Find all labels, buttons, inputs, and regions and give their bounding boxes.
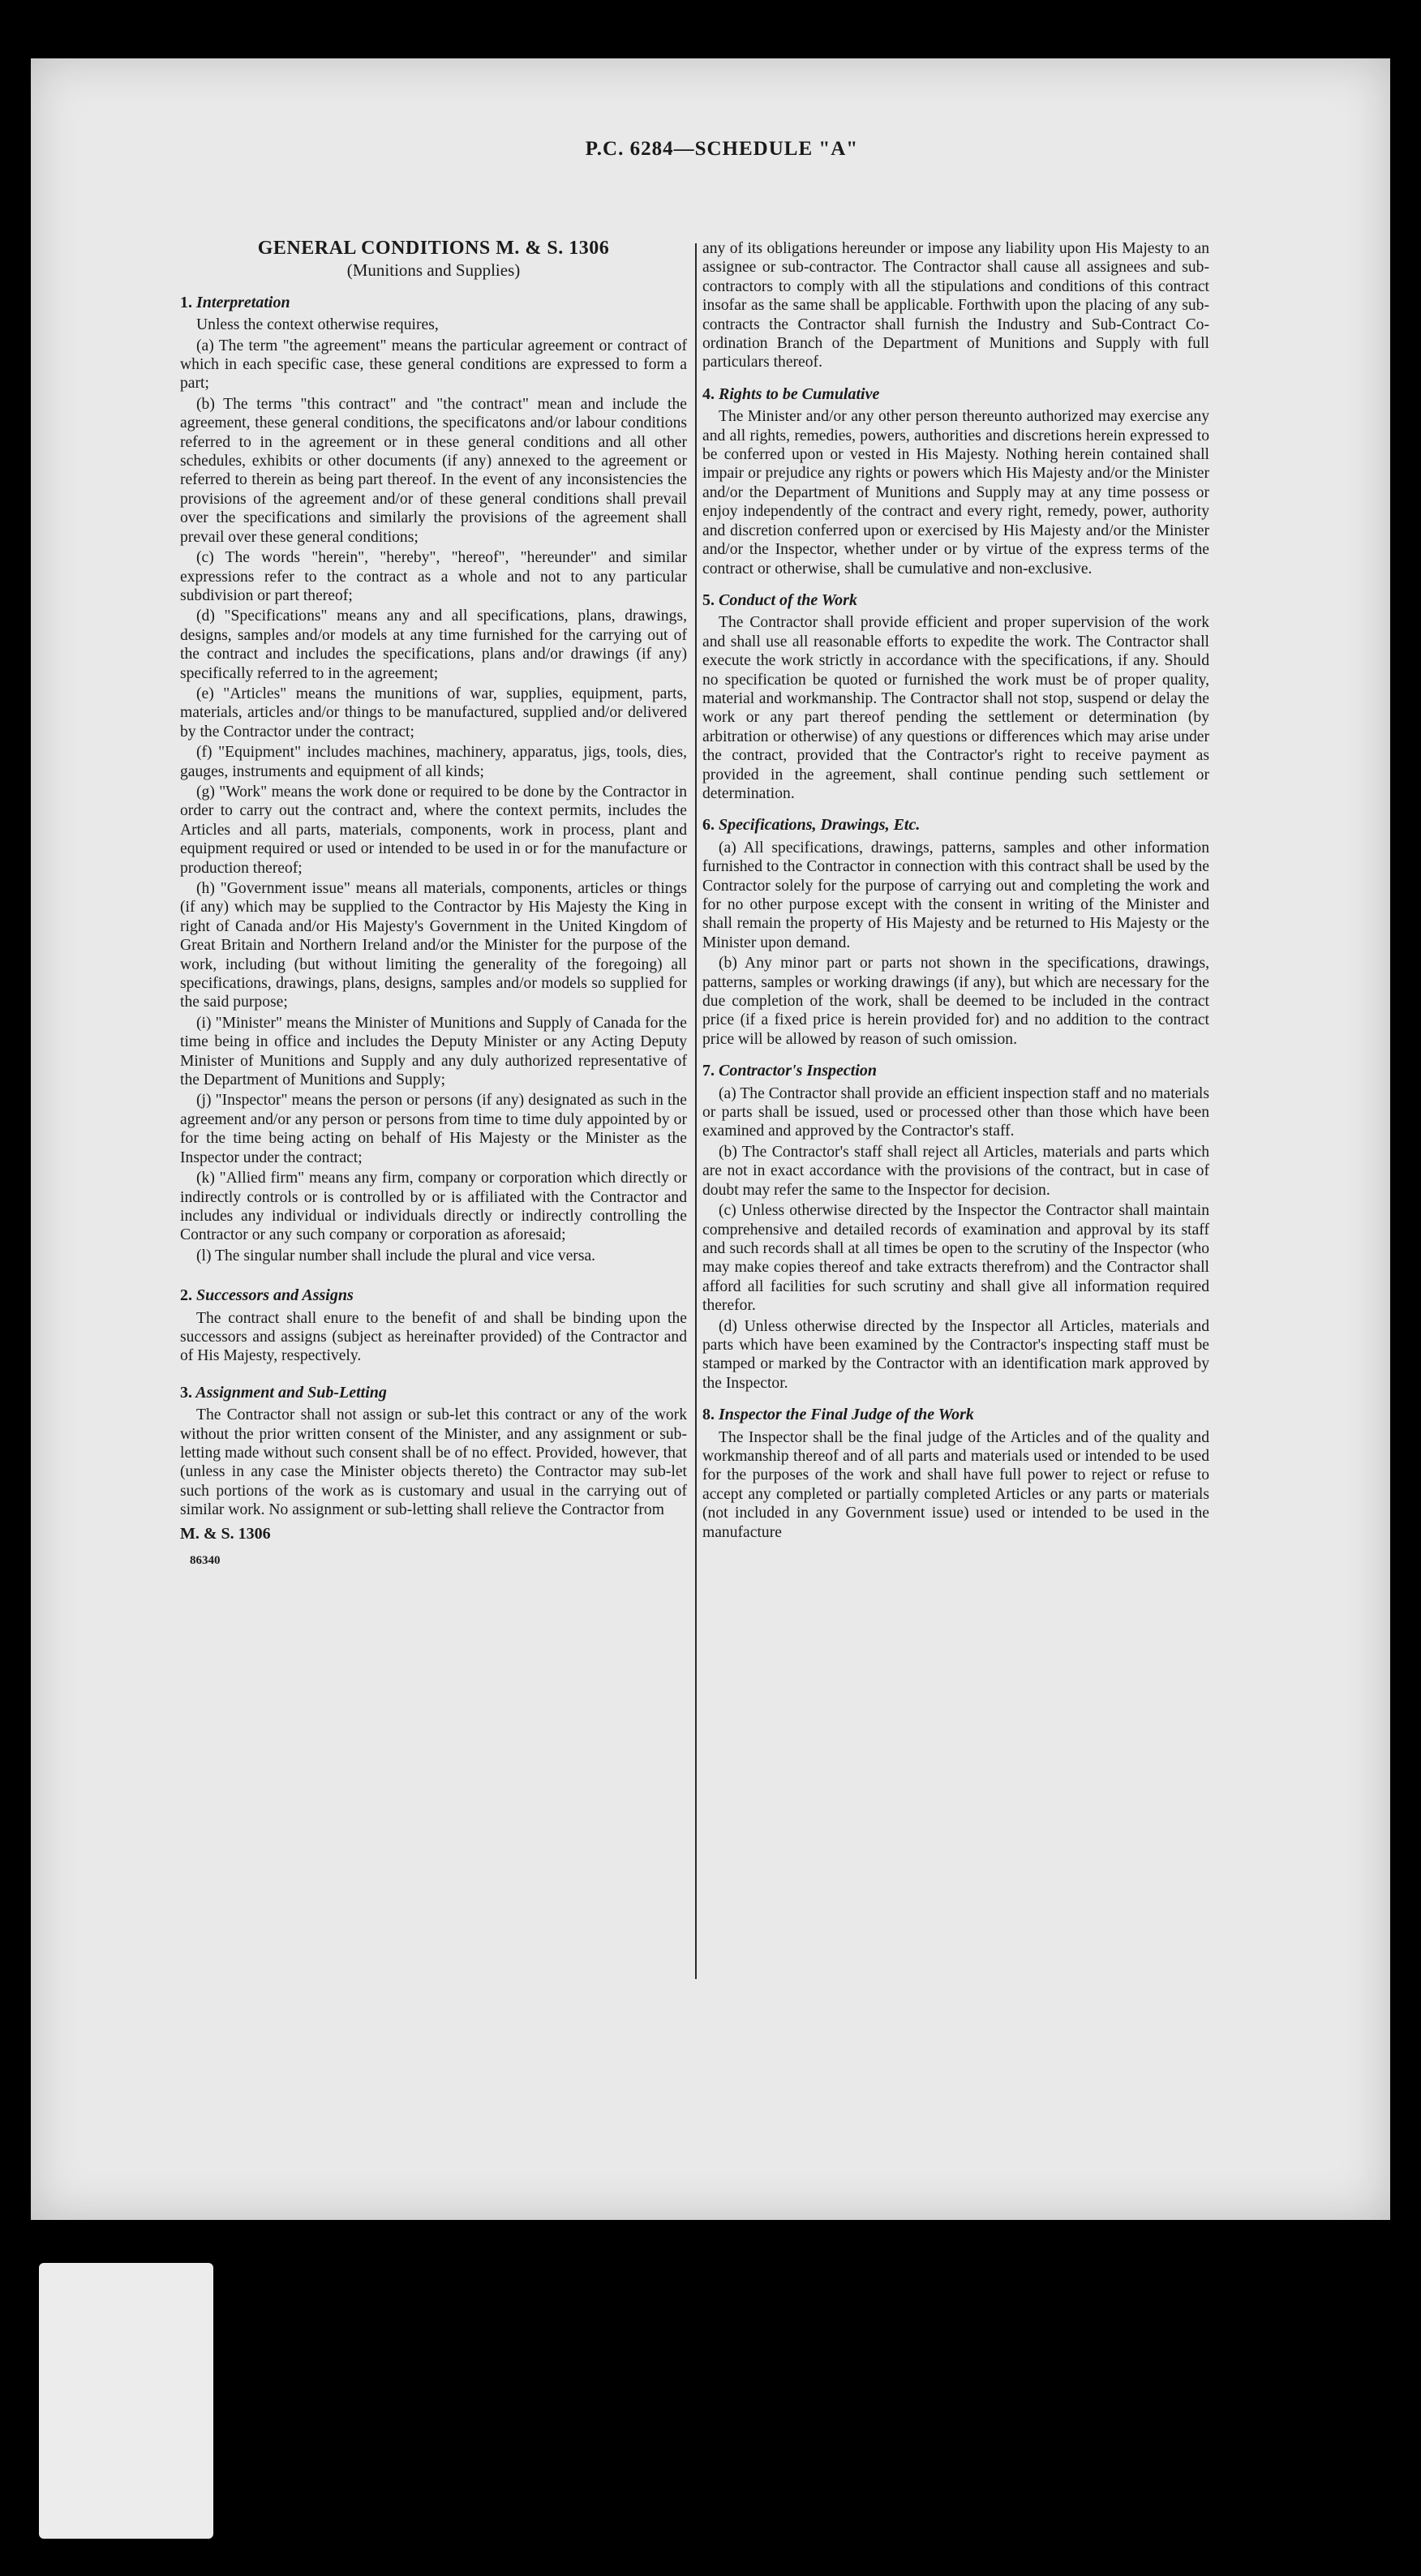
page-header: P.C. 6284—SCHEDULE "A" bbox=[585, 138, 859, 160]
paragraph: (b) The terms "this contract" and "the contract" mean and include the agreement, these general conditions, the specificatons and/or labour conditions referred to in the agreement or in these general conditions and all other schedules, exhibits or other documents (if any) annexed to the agreement or referred to therein as being part thereof. In the event of any inconsistencies the provisions of the agreement and/or of these general conditions shall prevail over the specifications and similarly the provisions of the agreement shall prevail over these general conditions; bbox=[180, 395, 687, 546]
paragraph: (j) "Inspector" means the person or persons (if any) designated as such in the agreement and/or any person or persons from time to time duly appointed by or for the time being acting on behalf of His Majesty or the Minister as the Inspector under the contract; bbox=[180, 1092, 687, 1166]
paragraph: (k) "Allied firm" means any firm, company or corporation which directly or indirectly controls or is controlled by or is affiliated with the Contractor and includes any individual or individuals directly or indirectly controlling the Contractor or any such company or corporation as aforesaid; bbox=[180, 1170, 687, 1244]
paragraph: (b) The Contractor's staff shall reject all Articles, materials and parts which are not in exact accordance with the provisions of the contract, but in case of doubt may refer the same to the Inspector for decision. bbox=[702, 1143, 1209, 1199]
paragraph: (c) The words "herein", "hereby", "hereof", "hereunder" and similar expressions refer to the contract as a whole and not to any particular subdivision or part thereof; bbox=[180, 549, 687, 604]
paragraph: (d) Unless otherwise directed by the Inspector all Articles, materials and parts which have been examined by the Contractor's inspecting staff must be stamped or marked by the Contractor with an identification mark approved by the Inspector. bbox=[702, 1317, 1209, 1392]
section-heading-3: 3. Assignment and Sub-Letting bbox=[180, 1383, 387, 1402]
section-heading-1: 1. Interpretation bbox=[180, 293, 290, 311]
document-subtitle: (Munitions and Supplies) bbox=[346, 260, 521, 281]
blank-label-card bbox=[39, 2263, 213, 2539]
paragraph: (h) "Government issue" means all materials, components, articles or things (if any) which may be supplied to the Contractor by His Majesty the King in right of Canada and/or His Majesty's Government in the United Kingdom of Great Britain and Northern Ireland and/or the Minister for the purpose of the work, including (but without limiting the generality of the foregoing) all specifications, drawings, plans, designs, samples and/or models so supplied for the said purpose; bbox=[180, 880, 687, 1011]
paragraph: Unless the context otherwise requires, bbox=[196, 316, 439, 334]
paragraph: (g) "Work" means the work done or required to be done by the Contractor in order to carry out the contract and, where the context permits, includes the Articles and all parts, materials, components, work in process, plant and equipment required or used or intended to be used in or for the manufacture or production thereof; bbox=[180, 783, 687, 877]
paragraph: (a) The Contractor shall provide an efficient inspection staff and no materials or parts shall be issued, used or processed other than those which have been examined and approved by the Contractor's staff. bbox=[702, 1084, 1209, 1140]
paragraph: The contract shall enure to the benefit of and shall be binding upon the successors and assigns (subject as hereinafter provided) of the Contractor and of His Majesty, respectively. bbox=[180, 1309, 687, 1365]
left-column bbox=[180, 239, 687, 1570]
column-divider bbox=[695, 243, 697, 1979]
print-number: 86340 bbox=[190, 1554, 221, 1567]
paragraph: (a) All specifications, drawings, patterns, samples and other information furnished to the Contractor in connection with this contract shall be used by the Contractor solely for the purpose of carrying out and completing the work and for no other purpose except with the consent in writing of the Minister and shall remain the property of His Majesty and be returned to His Majesty or the Minister upon demand. bbox=[702, 839, 1209, 951]
right-column bbox=[702, 239, 1209, 1543]
paragraph: any of its obligations hereunder or impose any liability upon His Majesty to an assignee or sub-contractor. The Contractor shall cause all assignees and sub-contractors to comply with all the stipulations and conditions of this contract insofar as the same shall be applicable. Forthwith upon the placing of any sub-contracts the Contractor shall furnish the Industry and Sub-Contract Co-ordination Branch of the Department of Munitions and Supply with full particulars thereof. bbox=[702, 240, 1209, 371]
paragraph: (l) The singular number shall include the plural and vice versa. bbox=[196, 1247, 596, 1264]
paragraph: (d) "Specifications" means any and all specifications, plans, drawings, designs, samples and/or models at any time furnished for the carrying out of the contract and includes the specifications, plans and/or drawings (if any) specifically referred to in the agreement; bbox=[180, 608, 687, 682]
paragraph: The Contractor shall provide efficient and proper supervision of the work and shall use all reasonable efforts to expedite the work. The Contractor shall execute the work strictly in accordance with the specifications, if any. Should no specification be quoted or furnished the work must be of proper quality, material and workmanship. The Contractor shall not stop, suspend or delay the work or any part thereof pending the settlement or determination (by arbitration or otherwise) of any questions or differences which may arise under the contract, provided that the Contractor's right to receive payment as provided in the agreement, shall continue pending such settlement or determination. bbox=[702, 614, 1209, 802]
paragraph: (i) "Minister" means the Minister of Munitions and Supply of Canada for the time being in office and includes the Deputy Minister or any Acting Deputy Minister of Munitions and Supply and any duly authorized representative of the Department of Munitions and Supply; bbox=[180, 1014, 687, 1089]
document-title: GENERAL CONDITIONS M. & S. 1306 bbox=[257, 238, 610, 259]
paragraph: The Inspector shall be the final judge of the Articles and of the quality and workmanship thereof and of all parts and materials used or intended to be used for the purposes of the work and shall have full power to reject or refuse to accept any completed or partially completed Articles or any parts or materials (not included in any Government issue) used or intended to be used in the manufacture bbox=[702, 1428, 1209, 1541]
form-code: M. & S. 1306 bbox=[180, 1524, 271, 1543]
section-heading-7: 7. Contractor's Inspection bbox=[702, 1062, 878, 1080]
paragraph: The Contractor shall not assign or sub-let this contract or any of the work without the prior written consent of the Minister, and any assignment or sub-letting made without such consent shall be of no effect. Provided, however, that (unless in any case the Minister objects thereto) the Contractor may sub-let such portions of the work as is customary and usual in the carrying out of similar work. No assignment or sub-letting shall relieve the Contractor from bbox=[180, 1406, 687, 1519]
paragraph: The Minister and/or any other person thereunto authorized may exercise any and all rights, remedies, powers, authorities and discretions herein expressed to be conferred upon or vested in His Majesty. Nothing herein contained shall impair or prejudice any rights or powers which His Majesty and/or the Minister and/or the Department of Munitions and Supply may at any time possess or enjoy independently of the contract and every right, remedy, power, authority and discretion conferred upon or exercised by His Majesty and/or the Minister and/or the Inspector, whether under or by virtue of the express terms of the contract or otherwise, shall be cumulative and non-exclusive. bbox=[702, 408, 1209, 577]
paragraph: (a) The term "the agreement" means the particular agreement or contract of which in each specific case, these general conditions are expressed to form a part; bbox=[180, 337, 687, 393]
paragraph: (b) Any minor part or parts not shown in the specifications, drawings, patterns, samples or working drawings (if any), but which are necessary for the due completion of the work, shall be deemed to be included in the contract price (if a fixed price is herein provided for) and no addition to the contract price will be allowed by reason of such omission. bbox=[702, 955, 1209, 1048]
paragraph: (e) "Articles" means the munitions of war, supplies, equipment, parts, materials, articles and/or things to be manufactured, supplied and/or delivered by the Contractor under the contract; bbox=[180, 685, 687, 741]
paragraph: (f) "Equipment" includes machines, machinery, apparatus, jigs, tools, dies, gauges, instruments and equipment of all kinds; bbox=[180, 744, 687, 780]
section-heading-5: 5. Conduct of the Work bbox=[702, 590, 857, 609]
section-heading-4: 4. Rights to be Cumulative bbox=[702, 384, 880, 403]
section-heading-2: 2. Successors and Assigns bbox=[180, 1286, 354, 1305]
section-heading-6: 6. Specifications, Drawings, Etc. bbox=[702, 816, 921, 835]
paragraph: (c) Unless otherwise directed by the Inspector the Contractor shall maintain comprehensive and detailed records of examination and approval by its staff and such records shall at all times be open to the scrutiny of the Inspector (who may make copies thereof and take extracts therefrom) and the Contractor shall afford all facilities for such scrutiny and shall give all information required therefor. bbox=[702, 1202, 1209, 1315]
section-heading-8: 8. Inspector the Final Judge of the Work bbox=[702, 1406, 974, 1424]
